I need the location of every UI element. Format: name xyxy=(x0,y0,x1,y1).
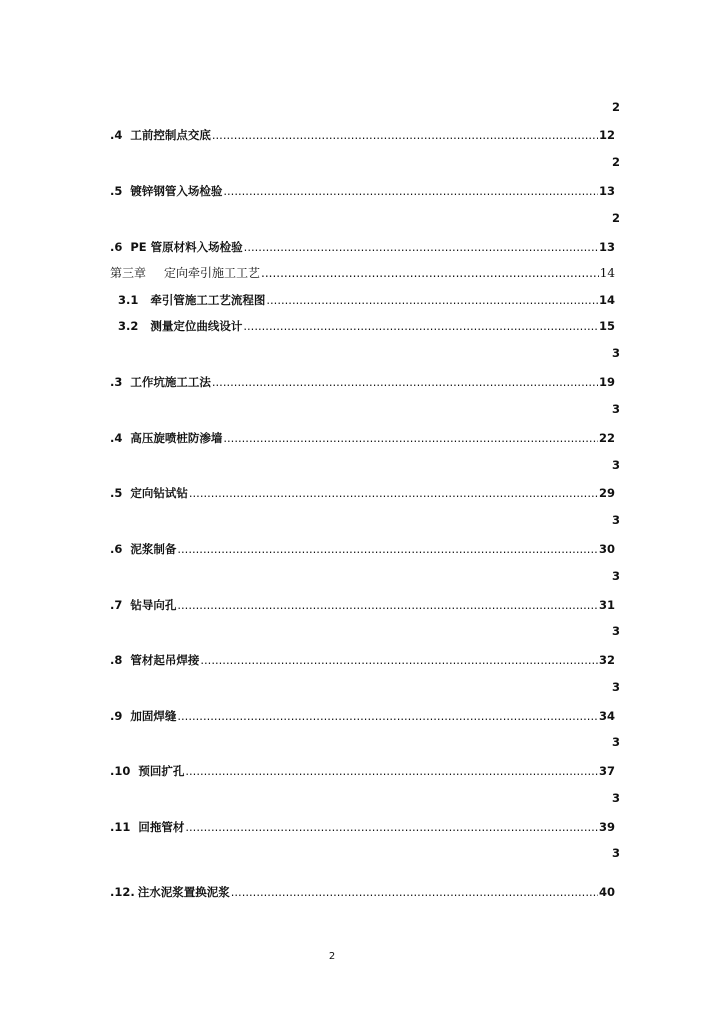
wrapped-section-digit: 3 xyxy=(611,680,620,694)
toc-entry-title: 工作坑施工工法 xyxy=(130,375,211,389)
toc-chapter-entry[interactable] xyxy=(110,266,615,280)
footer-page-number: 2 xyxy=(328,951,336,962)
toc-entry-title: 牵引管施工工艺流程图 xyxy=(150,293,266,307)
toc-entry-title: 加固焊缝 xyxy=(130,709,177,723)
toc-leader-dots xyxy=(212,128,598,142)
toc-entry-page: 31 xyxy=(598,598,615,612)
toc-entry-page: 14 xyxy=(598,293,615,307)
wrapped-section-digit: 3 xyxy=(611,346,620,360)
toc-entry-page: 13 xyxy=(598,184,615,198)
wrapped-section-digit: 3 xyxy=(611,458,620,472)
toc-entry[interactable] xyxy=(110,653,615,667)
toc-entry[interactable] xyxy=(110,184,615,198)
wrapped-section-digit: 3 xyxy=(611,569,620,583)
toc-entry-page: 29 xyxy=(598,486,615,500)
toc-leader-dots xyxy=(177,542,598,556)
toc-leader-dots xyxy=(266,293,598,307)
toc-chapter-number: 第三章 xyxy=(110,266,147,280)
toc-entry[interactable] xyxy=(110,431,615,445)
toc-entry-number: .5 xyxy=(110,486,123,500)
toc-leader-dots xyxy=(177,709,598,723)
toc-leader-dots xyxy=(223,184,598,198)
toc-entry[interactable] xyxy=(118,319,615,333)
wrapped-section-digit: 2 xyxy=(611,155,620,169)
toc-entry[interactable] xyxy=(110,820,615,834)
wrapped-section-digit: 3 xyxy=(611,402,620,416)
toc-entry-title: 定向钻试钻 xyxy=(130,486,188,500)
toc-leader-dots xyxy=(244,240,598,254)
toc-entry-page: 39 xyxy=(598,820,615,834)
toc-entry-page: 14 xyxy=(599,266,615,280)
toc-entry-title: 回拖管材 xyxy=(138,820,185,834)
toc-entry-page: 13 xyxy=(598,240,615,254)
toc-leader-dots xyxy=(243,319,598,333)
toc-entry[interactable] xyxy=(110,885,615,899)
toc-entry-title: 管材起吊焊接 xyxy=(130,653,200,667)
toc-entry-title: 钻导向孔 xyxy=(130,598,177,612)
toc-entry[interactable] xyxy=(110,128,615,142)
toc-entry-page: 22 xyxy=(598,431,615,445)
toc-entry[interactable] xyxy=(110,240,615,254)
toc-entry-title: 镀锌钢管入场检验 xyxy=(130,184,223,198)
toc-entry-page: 40 xyxy=(598,885,615,899)
wrapped-section-digit: 3 xyxy=(611,624,620,638)
toc-leader-dots xyxy=(185,764,598,778)
wrapped-section-digit: 3 xyxy=(611,846,620,860)
toc-entry[interactable] xyxy=(110,598,615,612)
toc-entry-number: .7 xyxy=(110,598,123,612)
toc-entry[interactable] xyxy=(110,375,615,389)
toc-entry-number: 3.1 xyxy=(118,293,139,307)
toc-entry[interactable] xyxy=(110,709,615,723)
toc-entry-title: PE 管原材料入场检验 xyxy=(130,240,243,254)
toc-leader-dots xyxy=(185,820,598,834)
toc-entry-page: 34 xyxy=(598,709,615,723)
toc-leader-dots xyxy=(223,431,598,445)
toc-entry-title: 注水泥浆置换泥浆 xyxy=(137,885,230,899)
toc-leader-dots xyxy=(189,486,598,500)
toc-entry[interactable] xyxy=(118,293,615,307)
toc-leader-dots xyxy=(231,885,598,899)
toc-entry-title: 预回扩孔 xyxy=(138,764,185,778)
toc-entry-number: .5 xyxy=(110,184,123,198)
toc-entry-number: .11 xyxy=(110,820,131,834)
toc-leader-dots xyxy=(200,653,598,667)
toc-entry-page: 19 xyxy=(598,375,615,389)
toc-leader-dots xyxy=(261,266,599,280)
toc-entry[interactable] xyxy=(110,486,615,500)
toc-entry-page: 12 xyxy=(598,128,615,142)
toc-entry-number: 3.2 xyxy=(118,319,139,333)
toc-entry-number: .8 xyxy=(110,653,123,667)
toc-entry-title: 工前控制点交底 xyxy=(130,128,211,142)
toc-entry-page: 32 xyxy=(598,653,615,667)
wrapped-section-digit: 3 xyxy=(611,791,620,805)
toc-leader-dots xyxy=(212,375,598,389)
wrapped-section-digit: 3 xyxy=(611,513,620,527)
toc-entry-title: 泥浆制备 xyxy=(130,542,177,556)
toc-entry-page: 30 xyxy=(598,542,615,556)
toc-entry-number: .3 xyxy=(110,375,123,389)
toc-entry-title: 测量定位曲线设计 xyxy=(150,319,243,333)
toc-entry[interactable] xyxy=(110,542,615,556)
toc-entry[interactable] xyxy=(110,764,615,778)
wrapped-section-digit: 2 xyxy=(611,211,620,225)
toc-entry-number: .4 xyxy=(110,128,123,142)
toc-entry-number: .6 xyxy=(110,240,123,254)
toc-entry-page: 37 xyxy=(598,764,615,778)
toc-leader-dots xyxy=(177,598,598,612)
toc-chapter-title: 定向牵引施工工艺 xyxy=(164,266,261,280)
toc-entry-title: 高压旋喷桩防渗墙 xyxy=(130,431,223,445)
wrapped-section-digit: 3 xyxy=(611,735,620,749)
toc-entry-page: 15 xyxy=(598,319,615,333)
wrapped-section-digit: 2 xyxy=(611,100,620,114)
toc-entry-number: .12. xyxy=(110,885,135,899)
toc-entry-number: .10 xyxy=(110,764,131,778)
toc-entry-number: .4 xyxy=(110,431,123,445)
toc-entry-number: .9 xyxy=(110,709,123,723)
toc-entry-number: .6 xyxy=(110,542,123,556)
